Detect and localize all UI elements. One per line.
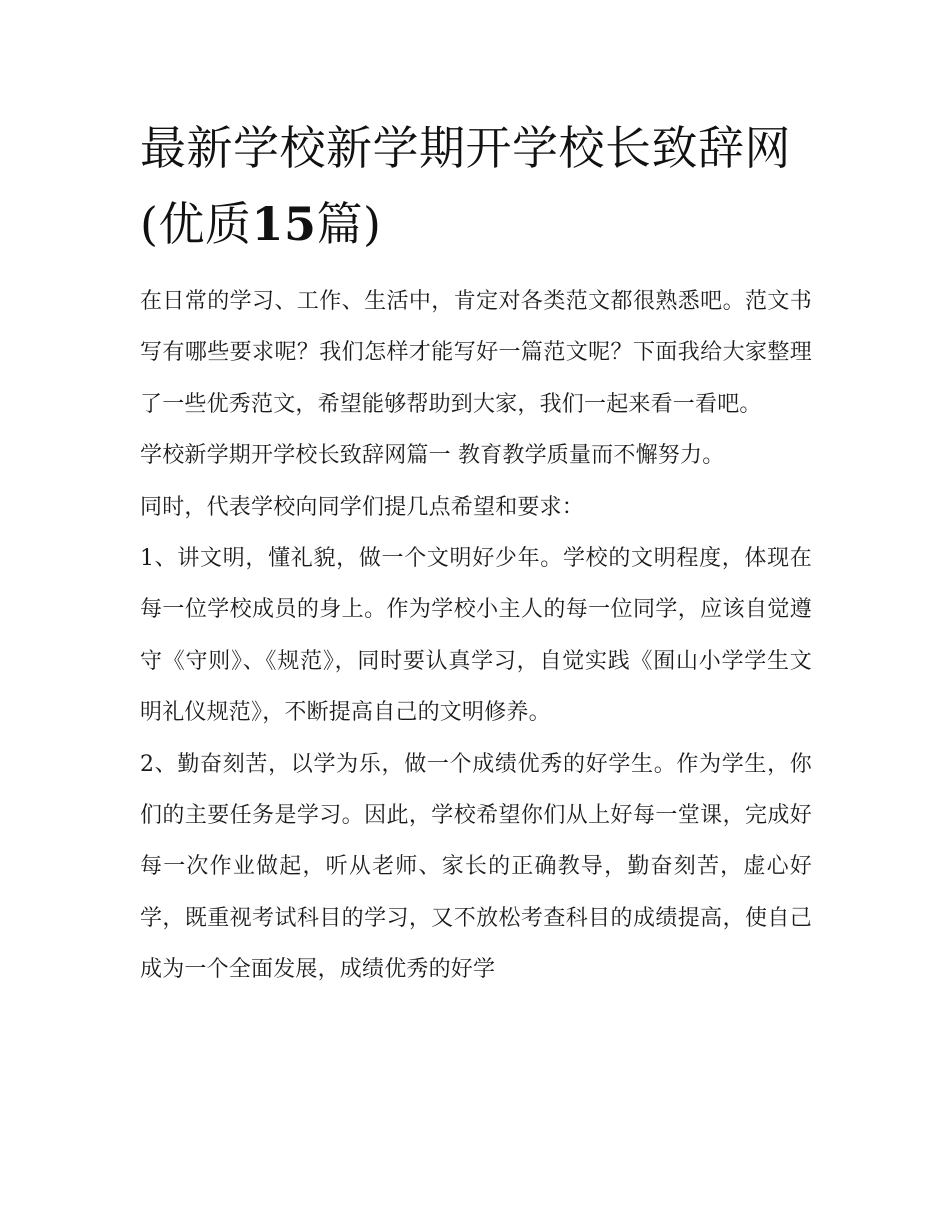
point-1-paragraph: 1、讲文明，懂礼貌，做一个文明好少年。学校的文明程度，体现在每一位学校成员的身上。作为学校小主人的每一位同学，应该自觉遵守《守则》、《规范》，同时要认真学习，自觉实践《囿山小学学生文明礼仪规范》，不断提高自己的文明修养。	[140, 546, 812, 726]
document-title	[140, 110, 812, 262]
wishes-paragraph: 同时，代表学校向同学们提几点希望和要求：	[140, 494, 585, 520]
title-suffix: 篇)	[316, 197, 382, 251]
section-heading-paragraph: 学校新学期开学校长致辞网篇一 教育教学质量而不懈努力。	[140, 443, 725, 469]
title-text: 最新学校新学期开学校长致辞网(优质	[140, 121, 791, 251]
point-2-paragraph: 2、勤奋刻苦，以学为乐，做一个成绩优秀的好学生。作为学生，你们的主要任务是学习。因此，学校希望你们从上好每一堂课，完成好每一次作业做起，听从老师、家长的正确教导，勤奋刻苦，虚心好学，既重视考试科目的学习，又不放松考查科目的成绩提高，使自己成为一个全面发展，成绩优秀的好学	[140, 751, 812, 983]
title-number: 15	[251, 197, 317, 251]
document-content	[140, 110, 812, 996]
intro-paragraph: 在日常的学习、工作、生活中，肯定对各类范文都很熟悉吧。范文书写有哪些要求呢？我们怎样才能写好一篇范文呢？下面我给大家整理了一些优秀范文，希望能够帮助到大家，我们一起来看一看吧。	[140, 289, 812, 417]
document-body	[140, 276, 812, 996]
